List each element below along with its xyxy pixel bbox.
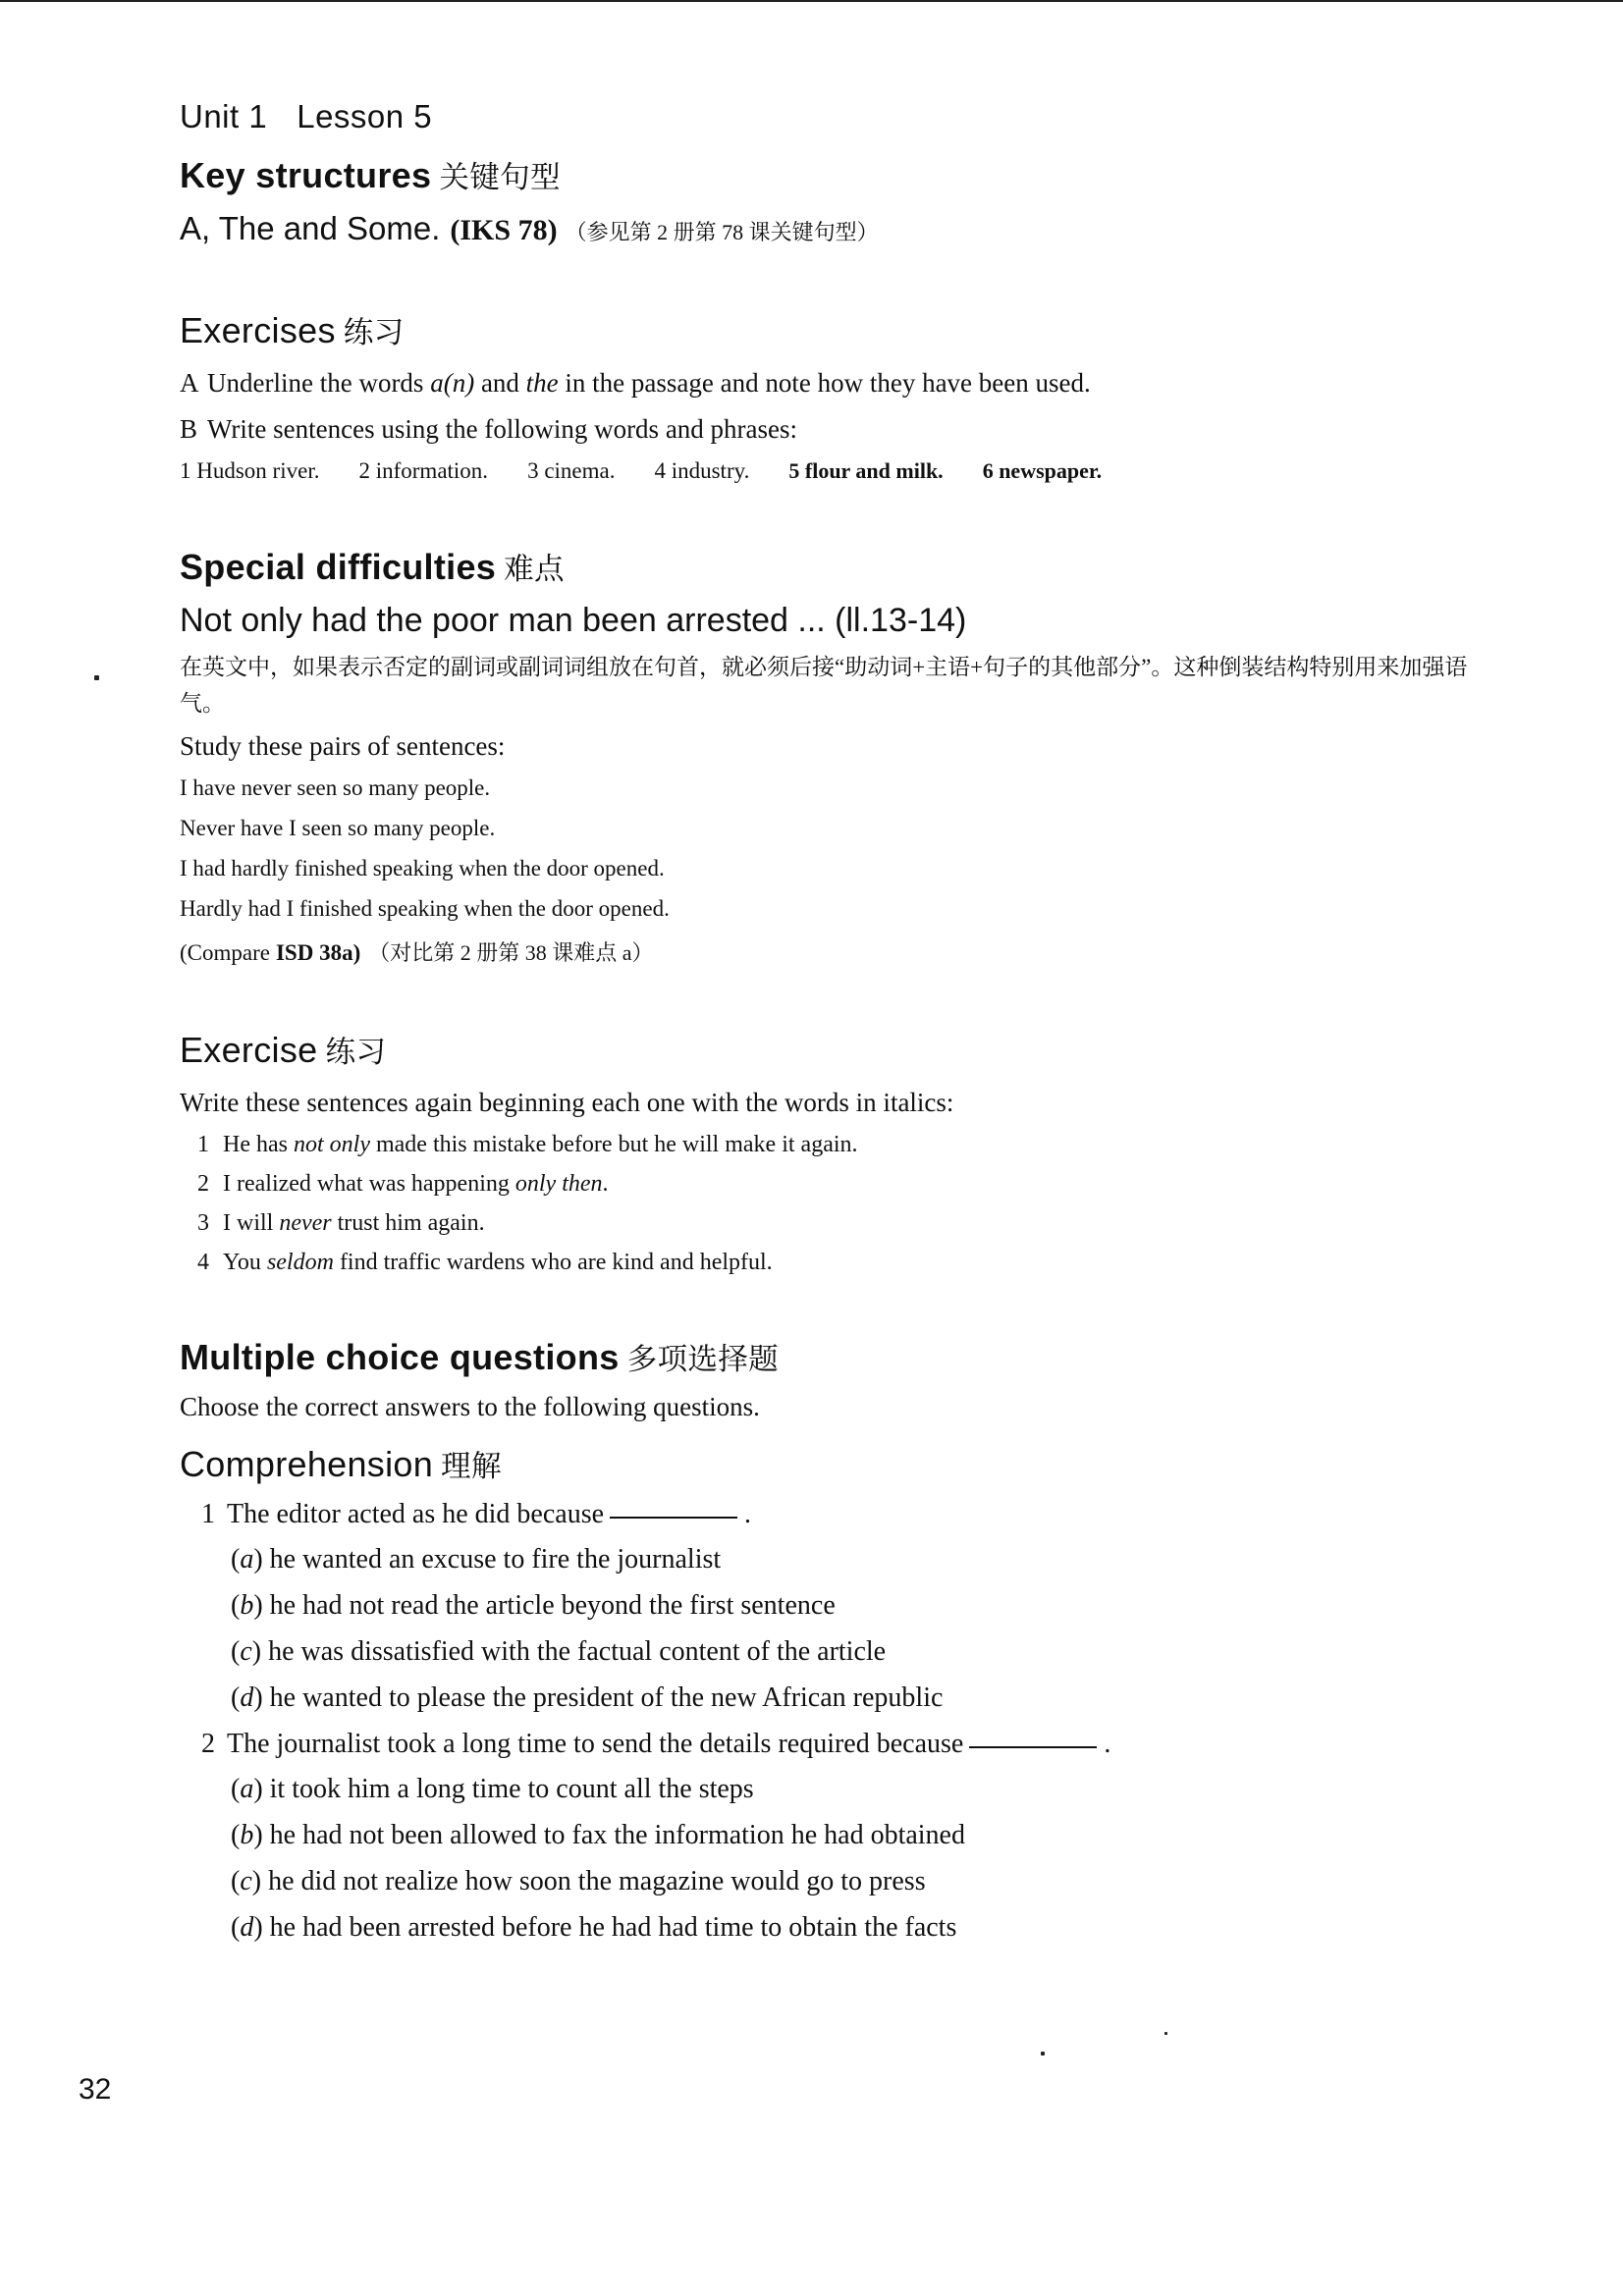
- exercises-title: Exercises: [180, 310, 336, 350]
- option-letter: d: [240, 1911, 254, 1943]
- multiple-choice-heading: [180, 1335, 1495, 1378]
- row-text: find traffic wardens who are kind and helpful.: [333, 1249, 773, 1275]
- item-a-word-an: a(n): [430, 368, 475, 398]
- study-instruction: Study these pairs of sentences:: [180, 731, 506, 762]
- option-letter: a: [240, 1543, 254, 1575]
- row-text: He has: [223, 1131, 294, 1157]
- compare-note: [180, 936, 1495, 967]
- special-difficulties-title-cn: 难点: [504, 552, 565, 586]
- row-text: made this mistake before but he will make it again.: [369, 1131, 858, 1157]
- row-italic: not only: [293, 1131, 370, 1157]
- word-item: 5 flour and milk.: [788, 457, 944, 483]
- multiple-choice-title-cn: 多项选择题: [626, 1342, 780, 1376]
- answer-option: (a) it took him a long time to count all the steps: [231, 1773, 754, 1804]
- lesson-label: Lesson 5: [297, 98, 433, 134]
- option-text: he wanted an excuse to fire the journalist: [269, 1543, 722, 1575]
- key-structures-ref-code: (IKS 78): [450, 214, 558, 246]
- comprehension-heading: [180, 1442, 1495, 1485]
- row-number: 2: [197, 1170, 209, 1197]
- comprehension-title-cn: 理解: [441, 1449, 502, 1483]
- row-italic: never: [279, 1209, 332, 1236]
- option-text: he was dissatisfied with the factual content of the article: [268, 1635, 887, 1667]
- page-number: 32: [79, 2073, 112, 2106]
- answer-option: (c) he was dissatisfied with the factual content of the article: [231, 1635, 887, 1667]
- multiple-choice-intro: Choose the correct answers to the following questions.: [180, 1391, 760, 1421]
- question-number: 2: [201, 1728, 215, 1759]
- answer-option: (b) he had not read the article beyond the first sentence: [231, 1589, 836, 1621]
- item-a-word-the: the: [525, 368, 559, 398]
- option-text: he had not read the article beyond the first sentence: [269, 1589, 836, 1621]
- word-item: 3 cinema.: [527, 457, 616, 483]
- scan-speck: [1041, 2052, 1045, 2056]
- compare-cn: （对比第 2 册第 38 课难点 a）: [368, 940, 654, 966]
- word-item: 2 information.: [358, 457, 489, 483]
- unit-lesson-header: [180, 98, 1495, 135]
- multiple-choice-title: Multiple choice questions: [180, 1336, 620, 1377]
- row-italic: seldom: [266, 1249, 334, 1275]
- row-text: I will: [223, 1209, 280, 1236]
- row-text: You: [223, 1249, 267, 1275]
- word-item: 6 newspaper.: [982, 457, 1103, 483]
- option-text: he had been arrested before he had had time to obtain the facts: [269, 1911, 957, 1943]
- exercise-item-b: [180, 411, 1495, 447]
- key-structures-title: Key structures: [180, 155, 432, 195]
- answer-option: (b) he had not been allowed to fax the information he had obtained: [231, 1819, 965, 1850]
- comprehension-title: Comprehension: [180, 1443, 434, 1484]
- word-list: [180, 458, 1495, 484]
- item-a-text-2: and: [474, 368, 526, 398]
- exercise-item-a: [180, 365, 1495, 400]
- top-border: [0, 0, 1623, 2]
- answer-blank: [969, 1742, 1097, 1748]
- exercises-title-cn: 练习: [343, 316, 405, 349]
- key-structures-title-cn: 关键句型: [439, 161, 561, 194]
- word-item: 1 Hudson river.: [180, 457, 320, 483]
- option-letter: d: [240, 1682, 254, 1713]
- question: 2 The journalist took a long time to send the details required because .: [201, 1728, 1111, 1759]
- question: 1 The editor acted as he did because .: [201, 1498, 752, 1529]
- row-italic: only then: [514, 1170, 603, 1197]
- key-structures-reference: [180, 210, 1495, 247]
- exercise-heading: [180, 1028, 1495, 1071]
- option-text: it took him a long time to count all the steps: [269, 1773, 754, 1804]
- page-content: [180, 98, 1495, 1958]
- exercise-intro: Write these sentences again beginning each one with the words in italics:: [180, 1088, 954, 1118]
- option-letter: b: [240, 1819, 254, 1850]
- exercise-row: [197, 1250, 1495, 1276]
- exercises-heading: [180, 308, 1495, 351]
- option-letter: c: [240, 1635, 252, 1667]
- example-sentence: I have never seen so many people.: [180, 775, 491, 801]
- answer-option: (d) he had been arrested before he had had time to obtain the facts: [231, 1911, 957, 1943]
- item-b-text: Write sentences using the following words and phrases:: [207, 414, 798, 445]
- row-number: 3: [197, 1209, 209, 1236]
- compare-text: (Compare: [180, 940, 270, 966]
- question-text: The editor acted as he did because: [227, 1498, 605, 1529]
- row-text: trust him again.: [331, 1209, 485, 1236]
- row-text: .: [602, 1170, 609, 1197]
- row-number: 4: [197, 1249, 209, 1275]
- scan-speck: [1164, 2032, 1167, 2035]
- word-item: 4 industry.: [654, 457, 750, 483]
- special-difficulties-title: Special difficulties: [180, 546, 497, 587]
- question-number: 1: [201, 1498, 215, 1529]
- answer-option: (c) he did not realize how soon the magazine would go to press: [231, 1865, 926, 1896]
- special-difficulties-subtitle: Not only had the poor man been arrested ... (ll.13-14): [180, 601, 967, 639]
- exercise-row: [197, 1171, 1495, 1198]
- exercise-title-cn: 练习: [325, 1036, 387, 1070]
- exercise-list: [197, 1132, 1495, 1276]
- answer-blank: [610, 1513, 737, 1519]
- example-sentence: I had hardly finished speaking when the door opened.: [180, 856, 665, 881]
- scan-speck: [94, 675, 99, 680]
- unit-label: Unit 1: [180, 98, 268, 134]
- answer-option: (d) he wanted to please the president of the new African republic: [231, 1682, 944, 1713]
- answer-option: (a) he wanted an excuse to fire the journalist: [231, 1543, 722, 1575]
- option-text: he wanted to please the president of the new African republic: [269, 1682, 944, 1713]
- item-b-letter: B: [180, 414, 198, 445]
- item-a-text-3: in the passage and note how they have been used.: [558, 368, 1091, 398]
- option-letter: b: [240, 1589, 254, 1621]
- option-letter: a: [240, 1773, 254, 1804]
- row-number: 1: [197, 1131, 209, 1157]
- example-sentence: Hardly had I finished speaking when the door opened.: [180, 896, 670, 922]
- key-structures-ref-text: A, The and Some.: [180, 210, 441, 246]
- option-text: he had not been allowed to fax the information he had obtained: [269, 1819, 965, 1850]
- example-sentence: Never have I seen so many people.: [180, 816, 496, 841]
- item-a-letter: A: [180, 368, 199, 398]
- exercise-row: [197, 1210, 1495, 1237]
- exercise-title: Exercise: [180, 1030, 318, 1071]
- chinese-explanation: 在英文中，如果表示否定的副词或副词词组放在句首，就必须后接“助动词+主语+句子的其他部分”。这种倒装结构特别用来加强语气。: [180, 654, 1468, 716]
- item-a-text-1: Underline the words: [207, 368, 431, 398]
- compare-ref: ISD 38a): [275, 940, 361, 966]
- special-difficulties-heading: [180, 545, 1495, 588]
- key-structures-heading: [180, 153, 1495, 196]
- option-text: he did not realize how soon the magazine would go to press: [268, 1865, 926, 1896]
- option-letter: c: [240, 1865, 252, 1896]
- row-text: I realized what was happening: [223, 1170, 515, 1197]
- exercise-row: [197, 1132, 1495, 1158]
- question-text: The journalist took a long time to send the details required because: [227, 1728, 964, 1759]
- key-structures-ref-cn: （参见第 2 册第 78 课关键句型）: [565, 220, 879, 244]
